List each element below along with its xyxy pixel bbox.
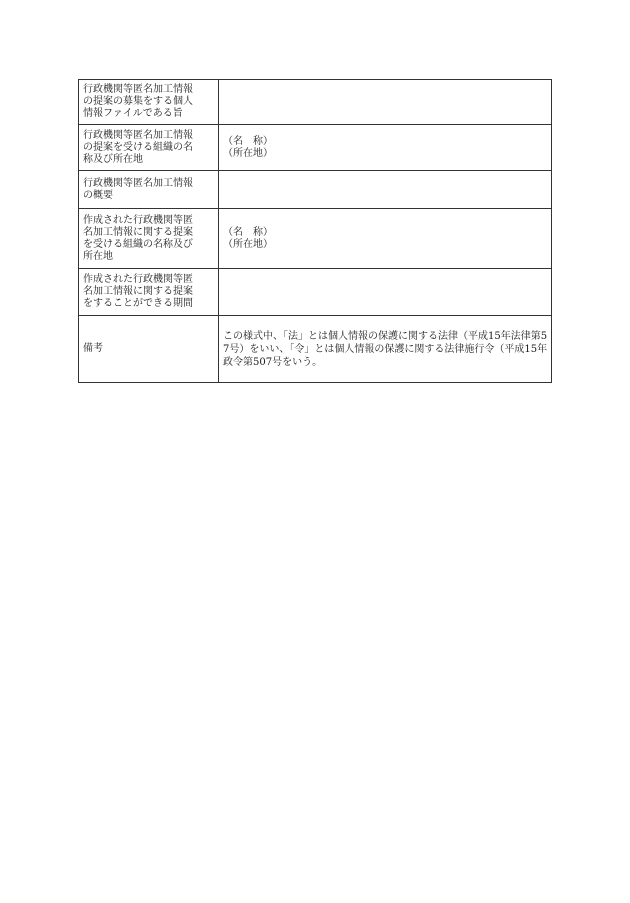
row-value-created-info-organization: [219, 209, 552, 269]
row-label-overview: 行政機関等匿名加工情報 の概要: [79, 171, 219, 209]
form-table: [78, 79, 552, 383]
table-row: [79, 316, 552, 383]
row-label-recruitment-purpose: 行政機関等匿名加工情報 の提案の募集をする個人 情報ファイルである旨: [79, 80, 219, 125]
row-value-proposal-organization: [219, 125, 552, 171]
row-value-overview: [219, 171, 552, 209]
remarks-text: この様式中、「法」とは個人情報の保護に関する法律（平成15年法律第57号）をいい、「令」とは個人情報の保護に関する法律施行令（平成15年政令第507号をいう。: [223, 330, 548, 368]
row-label-created-info-organization: 作成された行政機関等匿 名加工情報に関する提案 を受ける組織の名称及び 所在地: [79, 209, 219, 269]
row-label-proposal-organization: 行政機関等匿名加工情報 の提案を受ける組織の名 称及び所在地: [79, 125, 219, 171]
table-row: [79, 80, 552, 125]
table-row: [79, 125, 552, 171]
table-row: [79, 209, 552, 269]
row-value-remarks: [219, 316, 552, 383]
table-row: [79, 171, 552, 209]
table-row: [79, 269, 552, 316]
address-field-label: （所在地）: [223, 238, 273, 250]
address-field-label: （所在地）: [223, 147, 273, 159]
name-field-label: （名 称）: [223, 135, 273, 147]
row-value-recruitment-purpose: [219, 80, 552, 125]
row-label-proposal-period: 作成された行政機関等匿 名加工情報に関する提案 をすることができる期間: [79, 269, 219, 316]
name-field-label: （名 称）: [223, 226, 273, 238]
row-label-remarks: 備考: [79, 316, 219, 383]
row-value-proposal-period: [219, 269, 552, 316]
